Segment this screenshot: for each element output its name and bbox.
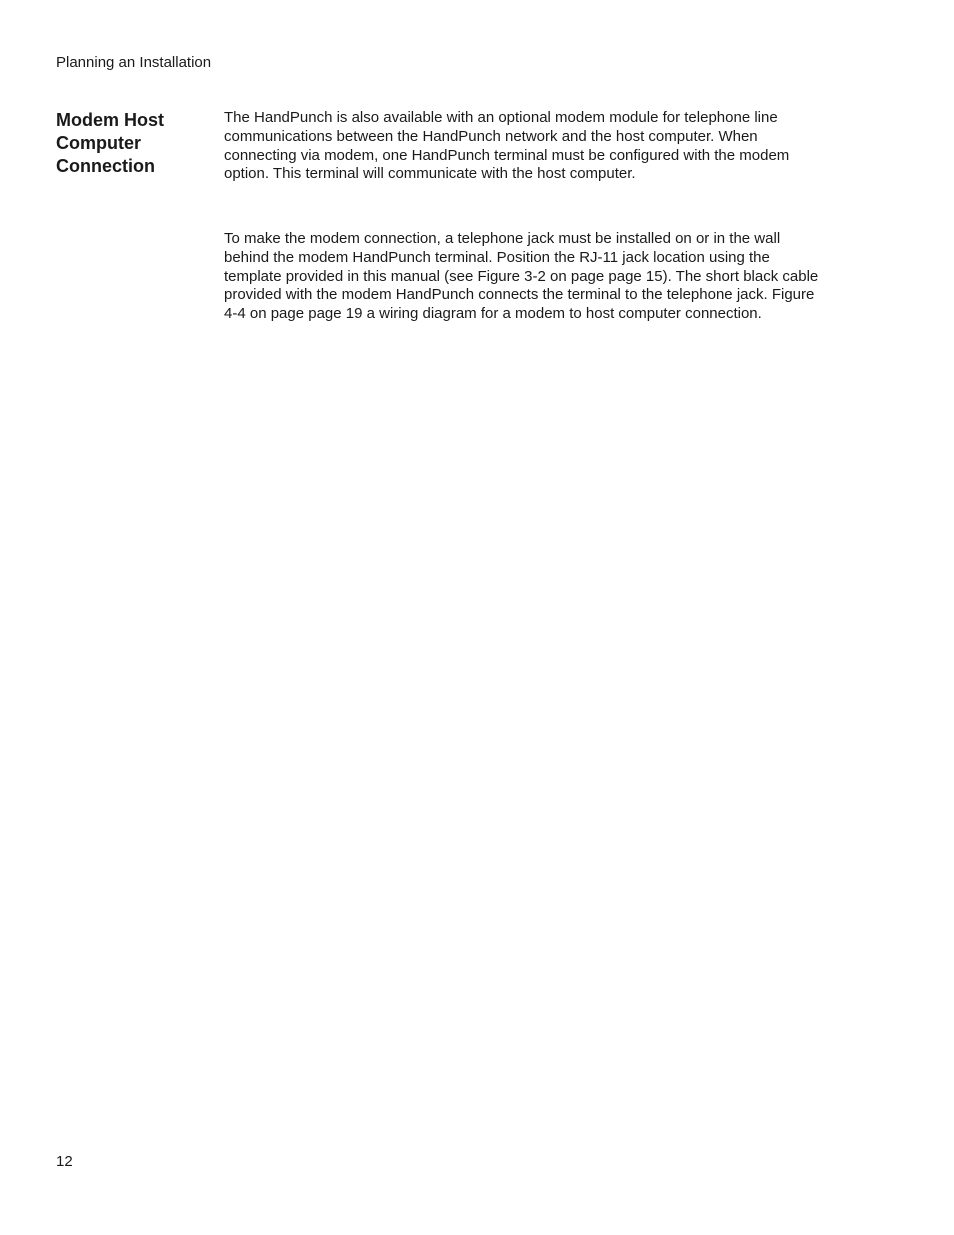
paragraph-line: connecting via modem, one HandPunch terminal must be configured with the modem (224, 146, 790, 164)
paragraph-line: The HandPunch is also available with an optional modem module for telephone line (224, 109, 778, 126)
paragraph-line: template provided in this manual (see Figure 3-2 on page page 15). The short black cable (224, 267, 819, 285)
paragraph-line: communications between the HandPunch network and the host computer. When (224, 127, 758, 145)
section-heading-line: Computer (56, 133, 141, 153)
paragraph-line: To make the modem connection, a telephone jack must be installed on or in the wall (224, 230, 781, 247)
running-header: Planning an Installation (56, 54, 212, 71)
body-paragraph-intro (224, 109, 864, 184)
section-heading (56, 109, 206, 178)
paragraph-line: 4-4 on page page 19 a wiring diagram for a modem to host computer connection. (224, 305, 762, 323)
paragraph-line: behind the modem HandPunch terminal. Position the RJ-11 jack location using the (224, 248, 770, 266)
section-heading-line: Modem Host (56, 110, 164, 130)
page-number: 12 (56, 1153, 73, 1170)
paragraph-line: option. This terminal will communicate with the host computer. (224, 165, 636, 183)
section-heading-line: Connection (56, 156, 155, 176)
body-paragraph-instructions (224, 230, 864, 324)
paragraph-line: provided with the modem HandPunch connects the terminal to the telephone jack. Figure (224, 286, 815, 304)
